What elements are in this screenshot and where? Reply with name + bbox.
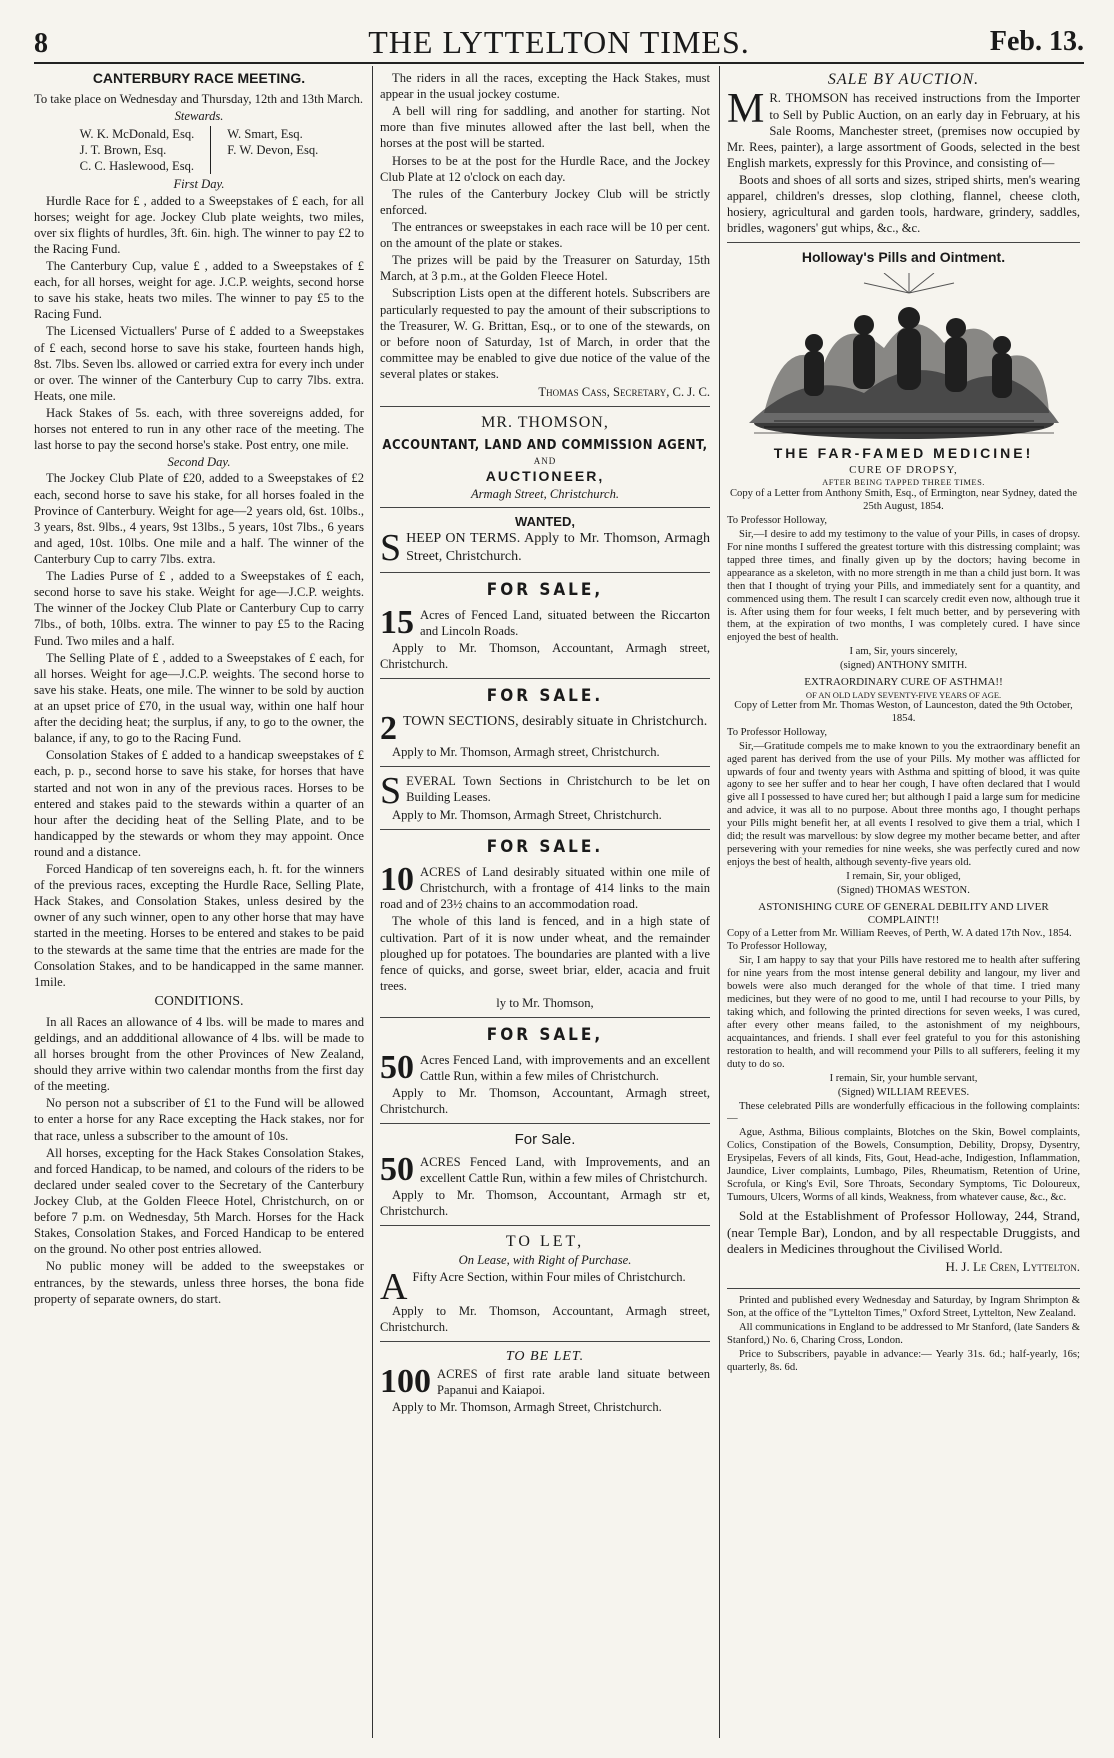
acre-number: 50 [380, 1048, 414, 1086]
second-day-heading: Second Day. [167, 455, 231, 470]
famed-heading: THE FAR-FAMED MEDICINE! [773, 445, 1034, 462]
acre-number: 10 [380, 861, 414, 899]
letter-close: I remain, Sir, your humble servant, [829, 1072, 978, 1084]
letter-body: Sir,—Gratitude compels me to make known to you the extraordinary benefit an aged parent has derived from the use of your Pills. My mother was afflicted for upwards of four and twenty years with Asthma and spitting of blood, it was quite agony to see her suffer and to hear her cough, I have often declared that I would give all I possessed to have cured her; but although I paid a large sum for medicine and advice, it was all to no purpose. About three months ago, I thought perhaps your Pills might benefit her, at all events I resolved to give them a trial, which I did; the result was marvellous: by slow degree my mother became better, and after persevering with your remedies for nine weeks, she was perfectly cured and now enjoys the best of health, although seventy-five years old. [727, 740, 1080, 868]
drop-cap: S [380, 770, 402, 813]
acre-number: 50 [380, 1150, 414, 1188]
dropsy-subheading: AFTER BEING TAPPED THREE TIMES. [822, 477, 985, 488]
ad-several-sections [380, 766, 710, 829]
race-paragraph: Hurdle Race for £ , added to a Sweepstakes of £ each, for all horses; weight for age. Jockey Club plate weights, two miles, over six flights of hurdles, 3ft. 6in. high. The winner to pay £2 to the Racing Fund. [34, 193, 364, 256]
thomson-auctioneer: AUCTIONEER, [485, 467, 605, 484]
asthma-subheading: OF AN OLD LADY SEVENTY-FIVE YEARS OF AGE. [805, 689, 1002, 700]
asthma-heading: EXTRAORDINARY CURE OF ASTHMA!! [804, 676, 1003, 689]
ad-heading: TO BE LET. [505, 1348, 585, 1364]
column-3 [727, 70, 1080, 1738]
drop-cap: A [380, 1265, 408, 1308]
ad-for-sale-10 [380, 829, 710, 1017]
race-paragraph: Subscription Lists open at the different hotels. Subscribers are particularly requested to pay the amount of their subscriptions to the Treasurer, W. G. Brittan, Esq., or to one of the stewards, on or before noon of Saturday, 1st of March, in order that the committee may be enabled to give due notice of the value of the several plates or stakes. [380, 286, 710, 381]
race-paragraph: The rules of the Canterbury Jockey Club will be strictly enforced. [380, 186, 710, 217]
race-paragraph: Hack Stakes of 5s. each, with three sovereigns added, for horses not entered to run in any other race of the meeting. The last horse to pay the second horse's stake. Post entry, one mile. [34, 405, 364, 453]
auction-heading: SALE BY AUCTION. [827, 71, 980, 88]
ad-wanted [380, 507, 710, 572]
ad-heading: For Sale. [514, 1131, 576, 1149]
printed-by: Printed and published every Wednesday and Saturday, by Ingram Shrimpton & Son, at the office of the "Lyttelton Times," Oxford Street, Lyttelton, New Zealand. [727, 1295, 1080, 1320]
race-paragraph: The entrances or sweepstakes in each race will be 10 per cent. on the amount of the plate or stakes. [380, 219, 710, 251]
acre-number: 15 [380, 604, 414, 641]
race-paragraph: Forced Handicap of ten sovereigns each, h. ft. for the winners of the previous races, excepting the Hurdle Race, Selling Plate, Hack Stakes, and Consolation Stakes, unless desired by the owner of any such winner, open to any other horse that may have started in the meeting. Horses to be entered and stakes to be paid to the stewards at the same time that the entries are made for the Consolation Stakes, and to be handicapped in the same manner. 1mile. [34, 862, 364, 989]
ad-to-be-let [380, 1341, 710, 1421]
column-1 [34, 70, 364, 1738]
race-paragraph: The riders in all the races, excepting the Hack Stakes, must appear in the usual jockey costume. [380, 71, 710, 102]
ad-heading: FOR SALE, [486, 1025, 604, 1046]
steward: W. Smart, Esq. [227, 127, 303, 142]
stewards-heading: Stewards. [174, 109, 224, 124]
dropsy-heading: CURE OF DROPSY, [849, 464, 958, 477]
auction-goods: Boots and shoes of all sorts and sizes, striped shirts, men's wearing apparel, children's dresses, slop clothing, flannel, cheese cloth, hosiery, agricultural and garden tools, hardware, grindery, saddles, bridles, wagoners' gut whips, &c., &c. [727, 173, 1080, 236]
holloway-engraving [744, 273, 1064, 441]
ad-apply: Apply to Mr. Thomson, Accountant, Armagh street, Christchurch. [380, 641, 710, 672]
steward: F. W. Devon, Esq. [227, 143, 319, 158]
ad-text: EVERAL Town Sections in Christchurch to be let on Building Leases. [406, 774, 710, 805]
auction-text: R. THOMSON has received instructions from the Importer to Sell by Public Auction, on an early day in February, at his Sale Rooms, Manchester street, (premises now occupied by Mr. Rees, painter), a large assortment of Goods, selected in the best English markets, expressly for this Province, and consisting of— [727, 91, 1080, 170]
letter-body: Sir,—I desire to add my testimony to the value of your Pills, in cases of dropsy. For nine months I suffered the greatest torture with this distressing complaint; was tapped three times, and finally given up by the doctors; having become in appearance as a skeleton, with no more strength in me than a child just born. It was then that I thought of trying your Pills, and immediately sent for a quantity, and commenced using them. The result I can scarcely credit even now, although true it is. After using them for four weeks, I felt much better, and by persevering with them, at the expiration of two months, I was completely cured. I have since enjoyed the best of health. [727, 528, 1080, 644]
steward: J. T. Brown, Esq. [79, 143, 167, 158]
ad-apply: Apply to Mr. Thomson, Accountant, Armagh street, Christchurch. [380, 1303, 710, 1334]
ad-subheading: On Lease, with Right of Purchase. [458, 1253, 632, 1268]
letter-intro: Copy of Letter from Mr. Thomas Weston, of Launceston, dated the 9th October, 1854. [734, 699, 1073, 724]
holloway-ad [727, 242, 1080, 1280]
conditions-heading: CONDITIONS. [154, 993, 244, 1009]
race-paragraph: The Selling Plate of £ , added to a Sweepstakes of £ each, for all horses. Weight for age—J.C.P. weights. The second horse to save his stake. Heats, one mile. The winner to be sold by auction at an upset price of £70, in the usual way, within one half hour after the deciding heat; the surplus, if any, to go to the owner, the balance, if any, to go to the Racing Fund. [34, 650, 364, 746]
ad-heading: FOR SALE. [486, 837, 604, 858]
letter-body: Sir, I am happy to say that your Pills have restored me to health after suffering for nine years from the most intense general debility and langour, my liver and bowels were also much deranged for the whole of that time. I tried many medicines, but they were of no good to me, until I had recourse to your Pills, by taking which, and following the printed directions for seven weeks, I was cured, after every other means failed, to the astonishment of my neighbours, acquaintances, and friends. I shall ever feel grateful to you for this astonishing restoration to health, and will recommend your Pills to all sufferers, feeling it my duty to do so. [727, 955, 1080, 1070]
ad-for-sale-50a [380, 1017, 710, 1123]
first-day-heading: First Day. [173, 177, 225, 192]
publication-footer [727, 1288, 1080, 1375]
efficacious-text: These celebrated Pills are wonderfully efficacious in the following complaints:— [727, 1100, 1080, 1125]
race-signature: Thomas Cass, Secretary, C. J. C. [538, 385, 710, 400]
ad-text: Acres of Fenced Land, situated between the Riccarton and Lincoln Roads. [420, 608, 710, 639]
letter-close: I remain, Sir, your obliged, [846, 870, 961, 882]
race-title: CANTERBURY RACE MEETING. [92, 70, 306, 86]
ad-text: HEEP ON TERMS. Apply to Mr. Thomson, Armagh Street, Christchurch. [406, 531, 710, 565]
ad-heading: FOR SALE, [486, 580, 604, 601]
thomson-card [380, 406, 710, 507]
race-paragraph: The Canterbury Cup, value £ , added to a Sweepstakes of £ each, for all horses, weight for age. J.C.P. weights, second horse to save his stake, heats two miles. The winner to pay £5 to the Racing Fund. [34, 259, 364, 322]
thomson-name: MR. THOMSON, [481, 414, 609, 432]
ad-apply: Apply to Mr. Thomson, Accountant, Armagh str et, Christchurch. [380, 1187, 710, 1218]
letter-salutation: To Professor Holloway, [727, 515, 828, 527]
debility-heading: ASTONISHING CURE OF GENERAL DEBILITY AND LIVER COMPLAINT!! [758, 900, 1049, 927]
subscription-price: Price to Subscribers, payable in advance:— Yearly 31s. 6d.; half-yearly, 16s; quarterly, 8s. 6d. [727, 1349, 1080, 1373]
masthead [34, 22, 1084, 64]
page-number: 8 [34, 28, 48, 59]
thomson-title: ACCOUNTANT, LAND AND COMMISSION AGENT, [382, 437, 708, 453]
paper-title: THE LYTTELTON TIMES. [368, 24, 750, 60]
condition-paragraph: No public money will be added to the sweepstakes or entrances, by the stewards, unless three horses, the bona fide property of separate owners, do start. [34, 1259, 364, 1306]
condition-paragraph: All horses, excepting for the Hack Stakes Consolation Stakes, and forced Handicap, to be named, and colours of the riders to be declared under sealed cover to the Secretary of the Canterbury Jockey Club, at the Golden Fleece Hotel, Christchurch, on or before 7 p.m. on Wednesday, 5th March. Horses for the Hack Stakes, Consolation Stakes, and Forced Handicap to be entered on the ground. No other post entries allowed. [34, 1145, 364, 1257]
ad-text: TOWN SECTIONS, desirably situate in Christchurch. [403, 714, 708, 730]
ad-text: Fifty Acre Section, within Four miles of Christchurch. [412, 1269, 686, 1284]
letter-close: I am, Sir, yours sincerely, [849, 646, 958, 658]
ad-text: Acres Fenced Land, with improvements and an excellent Cattle Run, within a few miles of Christchurch. [420, 1052, 710, 1083]
column-rule-1 [372, 66, 373, 1738]
drop-cap: S [380, 527, 402, 570]
ad-apply: Apply to Mr. Thomson, Armagh street, Christchurch. [392, 745, 660, 760]
column-2 [380, 70, 710, 1738]
race-paragraph: The Ladies Purse of £ , added to a Sweepstakes of £ each, second horse to save his stake. Weight for age—J.C.P. weights. The winner of the Jockey Club Plate or Canterbury Cup to carry 7lbs., of both, 10lbs. extra. The winner to pay £5 to the Racing Fund. Two miles and a half. [34, 569, 364, 648]
acre-number: 100 [380, 1362, 431, 1400]
stewards-list [34, 126, 364, 174]
ad-for-sale-15 [380, 572, 710, 678]
steward: C. C. Haslewood, Esq. [79, 159, 195, 174]
ad-apply: Apply to Mr. Thomson, Accountant, Armagh street, Christchurch. [380, 1086, 710, 1117]
letter-salutation: To Professor Holloway, [727, 941, 828, 953]
agent-name: H. J. Le Cren, Lyttelton. [945, 1258, 1080, 1274]
race-paragraph: Consolation Stakes of £ added to a handicap sweepstakes of £ each, p. p., second horse to save his stake, for horses that have started and not won in any of the previous races. Horses to be entered and stakes paid to the stewards within a quarter of an hour after the deciding heat of the Selling Plate, and to be handicapped by the stewards or whom they may appoint. Once round and a distance. [34, 748, 364, 859]
race-paragraph: The Jockey Club Plate of £20, added to a Sweepstakes of £2 each, second horse to save his stake, for all horses foaled in the Province of Canterbury. Weight for age—2 years old, 6st. 10lbs., 3 years, 8st. 9lbs., 4 years, 9st 13lbs., 5 years, 10st 7lbs., 6 years and aged, 10st. 10lbs. One mile and a half. The winner of the Canterbury Cup to carry 7lbs. extra. [34, 471, 364, 566]
race-paragraph: The prizes will be paid by the Treasurer on Saturday, 15th March, at 3 p.m., at the Golden Fleece Hotel. [380, 253, 710, 284]
condition-paragraph: In all Races an allowance of 4 lbs. will be made to mares and geldings, and an addditional allowance of 4 lbs. will be made to all horses brought from the other Provinces of New Zealand, should they arrive within two calendar months from the first day of the meeting. [34, 1014, 364, 1094]
letter-intro: Copy of a Letter from Anthony Smith, Esq., of Ermington, near Sydney, dated the 25th August, 1854. [729, 488, 1078, 513]
thomson-and: AND [533, 456, 557, 467]
condition-paragraph: No person not a subscriber of £1 to the Fund will be allowed to enter a horse for any Race excepting the Hack stakes, nor for that race, unless a subscriber to the amount of 10s. [34, 1096, 364, 1143]
race-paragraph: A bell will ring for saddling, and another for starting. Not more than five minutes allowed after the last bell, when the horses at the post will be started. [380, 104, 710, 151]
letter-salutation: To Professor Holloway, [727, 726, 828, 738]
ad-apply: Apply to Mr. Thomson, Armagh Street, Christchurch. [392, 1399, 662, 1414]
ad-detail: The whole of this land is fenced, and in a high state of cultivation. Part of it is now under wheat, and the remainder ploughed up for potatoes. The boundaries are planted with a live fence of quicks, and gorse, sweet briar, elder, acacia and fruit trees. [380, 914, 710, 993]
communications: All communications in England to be addressed to Mr Stanford, (late Sanders & Stanford,) No. 6, Charing Cross, London. [727, 1322, 1080, 1347]
ad-to-let [380, 1225, 710, 1341]
steward: W. K. McDonald, Esq. [79, 127, 195, 142]
complaints-list: Ague, Asthma, Bilious complaints, Blotches on the Skin, Bowel complaints, Colics, Constipation of the Bowels, Consumption, Debility, Dropsy, Dysentry, Erysipelas, Fevers of all kinds, Fits, Gout, Head-ache, Indigestion, Inflammation, Jaundice, Liver complaints, Lumbago, Piles, Rheumatism, Retention of Urine, Scrofula, or King's Evil, Sore Throats, Secondary Symptoms, Tic Doloureux, Tumours, Ulcers, Worms of all kinds, Weakness, from whatever cause, &c., &c. [727, 1127, 1080, 1203]
race-intro: To take place on Wednesday and Thursday, 12th and 13th March. [34, 91, 364, 106]
sold-at: Sold at the Establishment of Professor Holloway, 244, Strand, (near Temple Bar), London, and by all respectable Druggists, and dealers in Medicines throughout the Civilised World. [727, 1207, 1080, 1257]
ad-for-sale-2 [380, 678, 710, 766]
race-paragraph: Horses to be at the post for the Hurdle Race, and the Jockey Club Plate at 12 o'clock on each day. [380, 153, 710, 184]
section-number: 2 [380, 710, 397, 748]
ad-for-sale-50b [380, 1123, 710, 1225]
ad-text: ACRES of first rate arable land situate between Papanui and Kaiapoi. [437, 1366, 710, 1397]
letter-signature: (signed) ANTHONY SMITH. [839, 660, 968, 672]
letter-intro: Copy of a Letter from Mr. William Reeves, of Perth, W. A dated 17th Nov., 1854. [727, 927, 1072, 939]
ad-heading: WANTED, [515, 513, 575, 529]
holloway-heading: Holloway's Pills and Ointment. [801, 249, 1006, 266]
ad-apply: Apply to Mr. Thomson, Armagh Street, Christchurch. [392, 808, 662, 823]
drop-cap: M [727, 86, 765, 133]
letter-signature: (Signed) WILLIAM REEVES. [837, 1086, 970, 1098]
ad-text: ACRES Fenced Land, with Improvements, and an excellent Cattle Run, within a few miles of Christchurch. [420, 1154, 710, 1185]
race-paragraph: The Licensed Victuallers' Purse of £ added to a Sweepstakes of £ each, second horse to save his stake, fourteen hands high, 8st. 7lbs. Seven lbs. allowed or carried extra for every inch under or over. The winner of the Canterbury Cup to carry 7lbs. extra. Heats, one mile. [34, 324, 364, 403]
issue-date: Feb. 13. [989, 26, 1084, 57]
ad-heading: TO LET, [505, 1232, 585, 1250]
ad-apply: ly to Mr. Thomson, [496, 996, 594, 1011]
ad-text: ACRES of Land desirably situated within one mile of Christchurch, with a frontage of 414 links to the main road and of 23½ chains to an accommodation road. [380, 865, 710, 912]
ad-heading: FOR SALE. [486, 686, 604, 707]
letter-signature: (Signed) THOMAS WESTON. [837, 884, 970, 896]
column-rule-2 [719, 66, 720, 1738]
thomson-address: Armagh Street, Christchurch. [470, 486, 620, 501]
